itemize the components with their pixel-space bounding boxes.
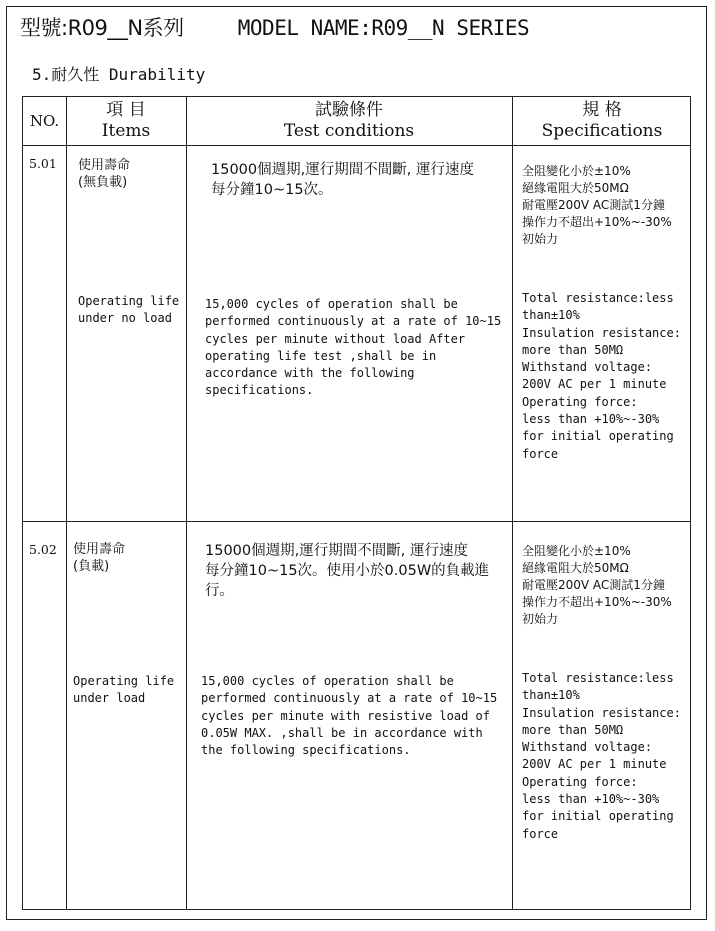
text-line: 每分鐘10~15次。使用小於0.05W的負載進 bbox=[205, 563, 490, 579]
text-line: 操作力不超出+10%~-30% bbox=[522, 595, 672, 609]
text-line: Operating life bbox=[78, 294, 180, 308]
col-divider bbox=[66, 97, 67, 909]
header-divider bbox=[23, 145, 690, 146]
text-line: more than 50MΩ bbox=[522, 722, 624, 737]
text-line: Insulation resistance: bbox=[522, 705, 681, 720]
text-line: 絕緣電阻大於50MΩ bbox=[522, 181, 629, 195]
text-line: specifications. bbox=[205, 383, 314, 398]
header-conditions-en: Test conditions bbox=[283, 121, 415, 141]
text-line: than±10% bbox=[522, 308, 580, 323]
text-line: force bbox=[522, 446, 559, 461]
text-line: 操作力不超出+10%~-30% bbox=[522, 215, 672, 229]
header-items-cn: 項 目 bbox=[106, 100, 146, 120]
text-line: Operating force: bbox=[522, 394, 638, 409]
text-line: cycles per minute without load After bbox=[205, 331, 466, 346]
page-bottom-line bbox=[6, 919, 707, 920]
text-line: Withstand voltage: bbox=[522, 740, 653, 755]
row-divider bbox=[23, 521, 690, 522]
title-en: MODEL NAME:R09__N SERIES bbox=[237, 16, 530, 40]
text-line: for initial operating bbox=[522, 809, 674, 824]
text-line: 使用壽命 bbox=[78, 158, 131, 173]
durability-table bbox=[22, 96, 691, 910]
col-divider bbox=[186, 97, 187, 909]
row-item-cn bbox=[73, 541, 125, 575]
text-line: 全阻變化小於±10% bbox=[522, 544, 631, 558]
text-line: Operating force: bbox=[522, 774, 638, 789]
text-line: under load bbox=[73, 691, 146, 706]
header-items-en: Items bbox=[101, 121, 151, 141]
row-item-en bbox=[78, 293, 179, 328]
text-line: (負載) bbox=[73, 559, 110, 574]
row-item-cn bbox=[78, 157, 130, 191]
text-line: force bbox=[522, 826, 559, 841]
text-line: more than 50MΩ bbox=[522, 342, 624, 357]
text-line: accordance with the following bbox=[205, 366, 415, 381]
text-line: for initial operating bbox=[522, 429, 674, 444]
header-no: NO. bbox=[29, 112, 60, 130]
row-cond-en bbox=[205, 296, 501, 400]
row-spec-cn bbox=[522, 543, 672, 628]
title-cn: 型號:R09__N系列 bbox=[20, 16, 184, 40]
text-line: Withstand voltage: bbox=[522, 360, 653, 375]
row-no: 5.01 bbox=[29, 156, 57, 171]
header-specs-cn: 規 格 bbox=[582, 100, 622, 120]
col-divider bbox=[512, 97, 513, 909]
row-no: 5.02 bbox=[29, 542, 57, 557]
row-cond-cn bbox=[211, 160, 474, 200]
text-line: under no load bbox=[78, 311, 172, 326]
text-line: performed continuously at a rate of 10~15 bbox=[205, 314, 502, 329]
section-title: 5.耐久性 Durability bbox=[32, 65, 206, 84]
text-line: 每分鐘10~15次。 bbox=[211, 182, 333, 198]
text-line: 200V AC per 1 minute bbox=[522, 757, 667, 772]
row-cond-cn bbox=[205, 541, 489, 601]
text-line: 15,000 cycles of operation shall be bbox=[205, 297, 458, 311]
text-line: 15,000 cycles of operation shall be bbox=[201, 674, 454, 688]
text-line: the following specifications. bbox=[201, 743, 411, 758]
text-line: 絕緣電阻大於50MΩ bbox=[522, 561, 629, 575]
text-line: operating life test ,shall be in bbox=[205, 348, 437, 363]
text-line: 初始力 bbox=[522, 232, 559, 246]
text-line: less than +10%~-30% bbox=[522, 792, 660, 807]
header-conditions bbox=[186, 100, 512, 142]
text-line: 初始力 bbox=[522, 612, 559, 626]
text-line: 15000個週期,運行期間不間斷, 運行速度 bbox=[211, 162, 474, 178]
row-cond-en bbox=[201, 673, 497, 759]
text-line: Total resistance:less bbox=[522, 291, 674, 305]
row-item-en bbox=[73, 673, 174, 708]
text-line: less than +10%~-30% bbox=[522, 412, 660, 427]
text-line: Total resistance:less bbox=[522, 671, 674, 685]
header-specs bbox=[512, 100, 692, 142]
text-line: Insulation resistance: bbox=[522, 325, 681, 340]
text-line: Operating life bbox=[73, 674, 175, 688]
page-header bbox=[20, 12, 529, 42]
text-line: 200V AC per 1 minute bbox=[522, 377, 667, 392]
header-items bbox=[66, 100, 186, 142]
text-line: 全阻變化小於±10% bbox=[522, 164, 631, 178]
text-line: 耐電壓200V AC測試1分鐘 bbox=[522, 578, 665, 592]
text-line: 使用壽命 bbox=[73, 542, 126, 557]
text-line: than±10% bbox=[522, 688, 580, 703]
header-conditions-cn: 試驗條件 bbox=[315, 100, 383, 120]
text-line: cycles per minute with resistive load of bbox=[201, 708, 490, 723]
text-line: performed continuously at a rate of 10~15 bbox=[201, 691, 498, 706]
text-line: 行。 bbox=[205, 583, 234, 599]
text-line: 15000個週期,運行期間不間斷, 運行速度 bbox=[205, 543, 468, 559]
text-line: (無負載) bbox=[78, 175, 128, 190]
row-spec-en bbox=[522, 290, 681, 463]
text-line: 0.05W MAX. ,shall be in accordance with bbox=[201, 725, 483, 740]
row-spec-en bbox=[522, 670, 681, 843]
row-spec-cn bbox=[522, 163, 672, 248]
header-specs-en: Specifications bbox=[541, 121, 663, 141]
text-line: 耐電壓200V AC測試1分鐘 bbox=[522, 198, 665, 212]
